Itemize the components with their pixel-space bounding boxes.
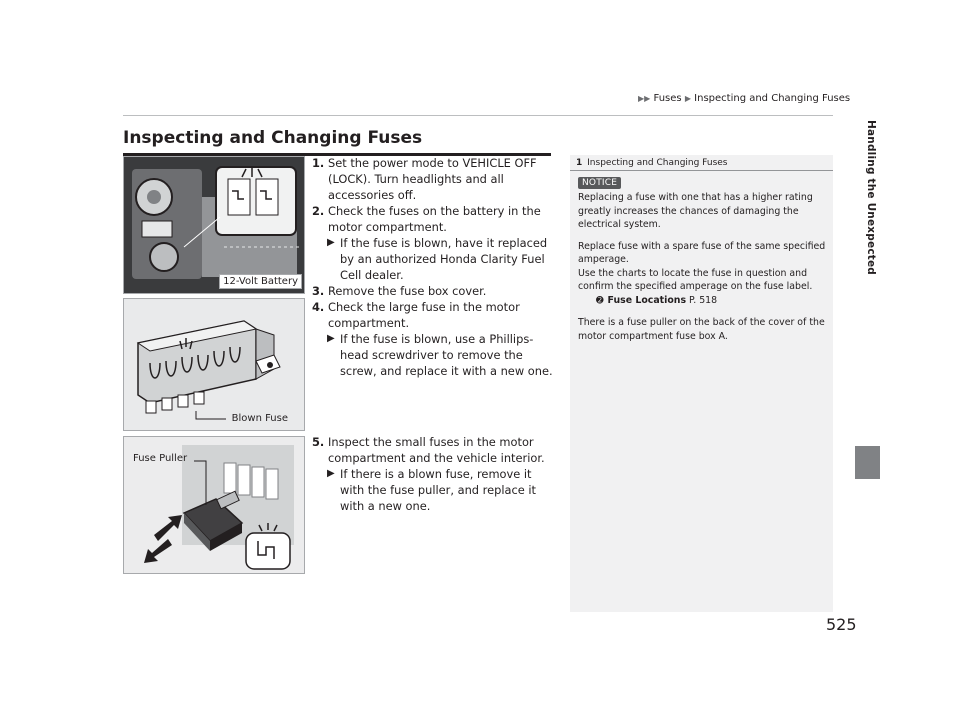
- instruction-steps: [312, 155, 555, 379]
- note-divider: [570, 170, 833, 171]
- step-1: [312, 155, 555, 203]
- reference-link-icon: ➋: [596, 295, 604, 306]
- battery-label: 12-Volt Battery: [219, 274, 302, 289]
- substep-arrow-icon: ▶: [327, 468, 335, 479]
- substep-text: If the fuse is blown, have it replaced by an authorized Honda Clarity Fuel Cell dealer.: [340, 236, 548, 282]
- breadcrumb: [638, 93, 850, 104]
- substep-arrow-icon: ▶: [327, 237, 335, 248]
- section-tab-marker: [855, 446, 880, 479]
- note-marker-icon: 1: [576, 158, 583, 168]
- breadcrumb-arrow-icon: ▶▶: [638, 94, 651, 103]
- step-text: Remove the fuse box cover.: [328, 284, 487, 298]
- reference-title[interactable]: Fuse Locations: [607, 294, 687, 306]
- step-5: [312, 434, 555, 466]
- page-number: 525: [826, 615, 857, 634]
- note-body: [578, 191, 826, 351]
- substep-text: If there is a blown fuse, remove it with the fuse puller, and replace it with a new one.: [340, 467, 536, 513]
- step-4-substep: [312, 331, 555, 379]
- fuse-puller-label: Fuse Puller: [133, 453, 188, 464]
- breadcrumb-arrow-icon: ▶: [684, 94, 691, 103]
- note-heading: [576, 158, 728, 168]
- step-text: Check the large fuse in the motor compartment.: [328, 300, 520, 330]
- notice-text: Replacing a fuse with one that has a higher rating greatly increases the chances of damaging the electrical system.: [578, 192, 813, 230]
- step-text: Set the power mode to VEHICLE OFF (LOCK). Turn headlights and all accessories off.: [328, 156, 537, 202]
- step-number: 4.: [312, 300, 325, 314]
- step-3: [312, 283, 555, 299]
- large-fuse-illustration: [124, 299, 304, 430]
- step-number: 2.: [312, 204, 325, 218]
- large-fuse-figure: [123, 298, 305, 431]
- step-text: Check the fuses on the battery in the motor compartment.: [328, 204, 541, 234]
- step-2-substep: [312, 235, 555, 283]
- fuse-puller-figure: [123, 436, 305, 574]
- step-number: 3.: [312, 284, 325, 298]
- substep-text: If the fuse is blown, use a Phillips-head screwdriver to remove the screw, and replace it with a new one.: [340, 332, 553, 378]
- note-paragraph-2: Use the charts to locate the fuse in question and confirm the specified amperage on the fuse label.: [578, 267, 813, 292]
- notice-badge: NOTICE: [578, 177, 621, 189]
- step-text: Inspect the small fuses in the motor compartment and the vehicle interior.: [328, 435, 545, 465]
- note-heading-text: Inspecting and Changing Fuses: [587, 158, 728, 168]
- fuse-locations-reference[interactable]: [578, 294, 826, 309]
- blown-fuse-label: Blown Fuse: [231, 413, 288, 424]
- note-paragraph-1: Replace fuse with a spare fuse of the same specified amperage.: [578, 240, 826, 265]
- battery-fuse-figure: [123, 156, 305, 294]
- reference-page[interactable]: P. 518: [689, 294, 718, 306]
- section-side-tab[interactable]: Handling the Unexpected: [865, 120, 877, 275]
- page-title: Inspecting and Changing Fuses: [123, 128, 423, 148]
- note-paragraph-3: There is a fuse puller on the back of the cover of the motor compartment fuse box A.: [578, 317, 825, 342]
- step-number: 1.: [312, 156, 325, 170]
- step-5-substep: [312, 466, 555, 514]
- step-4: [312, 299, 555, 331]
- battery-illustration: [124, 157, 304, 293]
- step-number: 5.: [312, 435, 325, 449]
- instruction-step-5: [312, 434, 555, 514]
- breadcrumb-item-fuses[interactable]: Fuses: [653, 93, 682, 104]
- header-divider: [123, 115, 833, 116]
- substep-arrow-icon: ▶: [327, 333, 335, 344]
- breadcrumb-item-current: Inspecting and Changing Fuses: [694, 93, 851, 104]
- step-2: [312, 203, 555, 235]
